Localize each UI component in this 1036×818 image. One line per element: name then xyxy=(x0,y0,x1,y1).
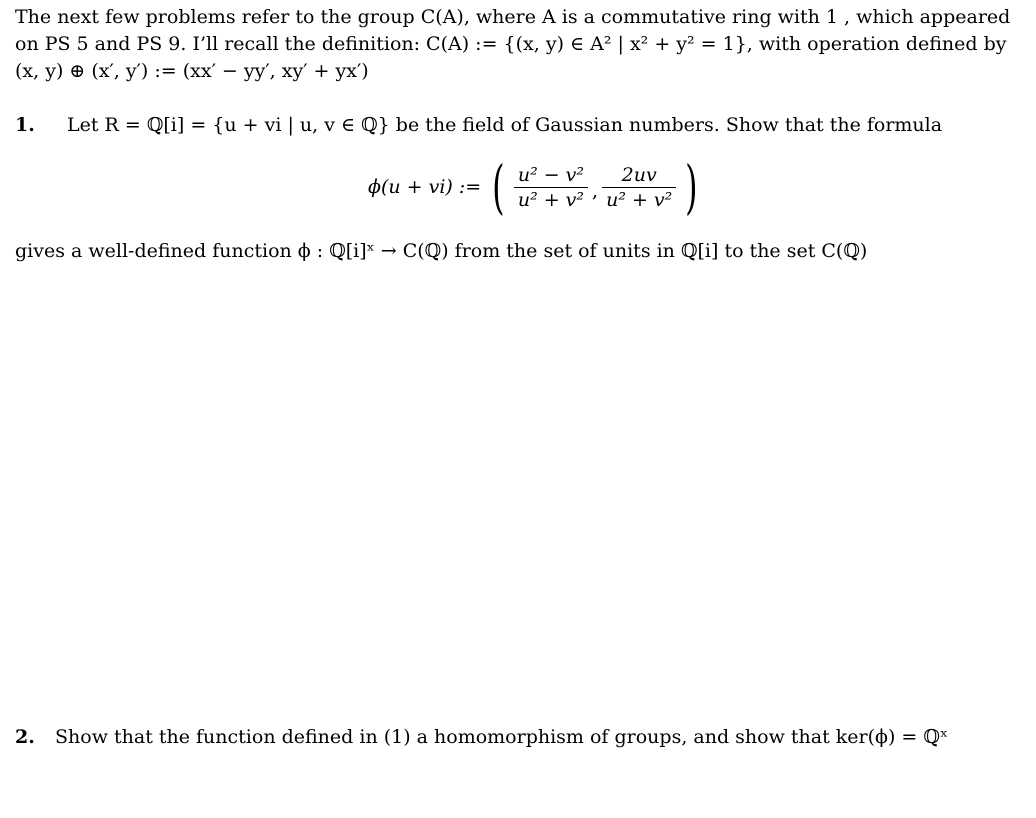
fraction-1 xyxy=(514,163,588,212)
intro-line-2: on PS 5 and PS 9. I’ll recall the definition: C(A) := {(x, y) ∈ A² | x² + y² = 1}, with operation defined by xyxy=(15,33,1007,55)
intro-line-1: The next few problems refer to the group C(A), where A is a commutative ring with 1 , which appeared xyxy=(15,6,1011,28)
problem-2-statement: Show that the function defined in (1) a homomorphism of groups, and show that ker(ϕ) = ℚˣ xyxy=(55,726,948,748)
right-paren: ) xyxy=(685,153,698,221)
formula-lhs: ϕ(u + vi) := xyxy=(368,175,482,198)
fraction-1-denominator: u² + v² xyxy=(517,188,585,211)
problem-1-statement: Let R = ℚ[i] = {u + vi | u, v ∈ ℚ} be the field of Gaussian numbers. Show that the formula xyxy=(67,114,943,136)
left-paren: ( xyxy=(492,153,505,221)
problem-1-number: 1. xyxy=(15,114,35,136)
fraction-2 xyxy=(602,163,676,212)
problem-1-continuation: gives a well-defined function ϕ : ℚ[i]ˣ → C(ℚ) from the set of units in ℚ[i] to the set C(ℚ) xyxy=(15,240,868,262)
fraction-2-denominator: u² + v² xyxy=(606,188,673,211)
intro-paragraph xyxy=(15,4,1015,85)
fraction-1-numerator: u² − v² xyxy=(517,163,585,186)
fraction-2-numerator: 2uv xyxy=(621,163,657,186)
intro-line-3: (x, y) ⊕ (x′, y′) := (xx′ − yy′, xy′ + yx′) xyxy=(15,60,369,82)
problem-1 xyxy=(15,112,1015,139)
fraction-comma: , xyxy=(592,180,599,202)
problem-2 xyxy=(15,724,1015,751)
problem-2-number: 2. xyxy=(15,726,35,748)
phi-formula xyxy=(368,155,703,219)
